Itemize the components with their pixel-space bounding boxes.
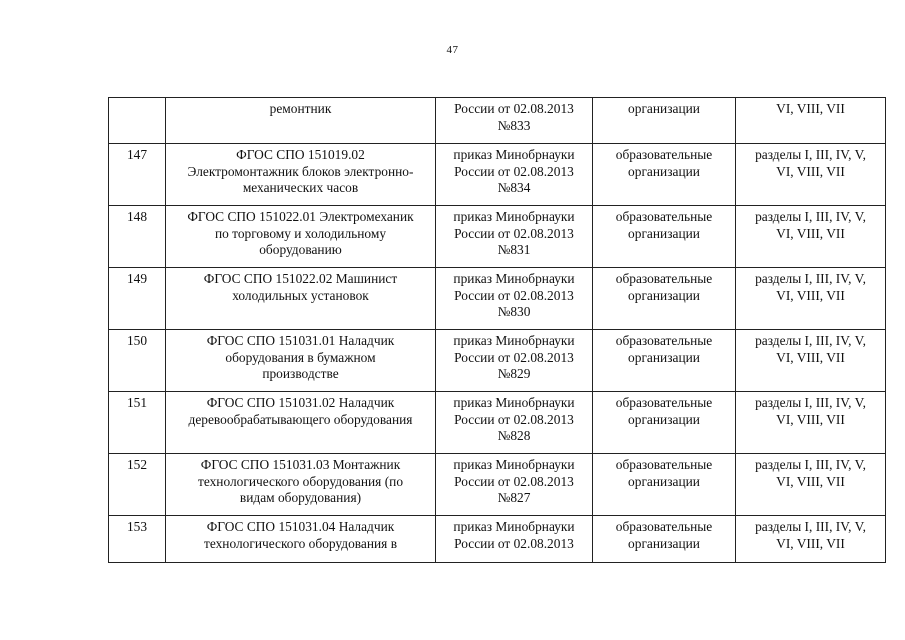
- table-row: [109, 268, 886, 330]
- standard-name-cell: ФГОС СПО 151031.02 Наладчик деревообрабатывающего оборудования: [166, 392, 436, 454]
- standards-table: [108, 97, 886, 563]
- row-number-cell: 150: [109, 330, 166, 392]
- organization-cell: образовательные организации: [593, 268, 736, 330]
- order-cell: приказ Минобрнауки России от 02.08.2013 №834: [436, 144, 593, 206]
- table-row: [109, 144, 886, 206]
- row-number-cell: 153: [109, 516, 166, 563]
- row-number-cell: 148: [109, 206, 166, 268]
- order-cell: приказ Минобрнауки России от 02.08.2013 №827: [436, 454, 593, 516]
- sections-cell: разделы I, III, IV, V, VI, VIII, VII: [736, 206, 886, 268]
- table-row: [109, 330, 886, 392]
- standard-name-cell: ФГОС СПО 151031.03 Монтажник технологического оборудования (по видам оборудования): [166, 454, 436, 516]
- row-number-cell: 149: [109, 268, 166, 330]
- standard-name-cell: ФГОС СПО 151031.04 Наладчик технологического оборудования в: [166, 516, 436, 563]
- order-cell: приказ Минобрнауки России от 02.08.2013 №829: [436, 330, 593, 392]
- sections-cell: разделы I, III, IV, V, VI, VIII, VII: [736, 330, 886, 392]
- order-cell: приказ Минобрнауки России от 02.08.2013 №831: [436, 206, 593, 268]
- standard-name-cell: ФГОС СПО 151022.02 Машинист холодильных установок: [166, 268, 436, 330]
- standard-name-cell: ФГОС СПО 151019.02 Электромонтажник блоков электронно- механических часов: [166, 144, 436, 206]
- table-row: [109, 454, 886, 516]
- organization-cell: образовательные организации: [593, 454, 736, 516]
- table-row: [109, 516, 886, 563]
- sections-cell: разделы I, III, IV, V, VI, VIII, VII: [736, 516, 886, 563]
- page-number: 47: [446, 44, 459, 56]
- sections-cell: разделы I, III, IV, V, VI, VIII, VII: [736, 392, 886, 454]
- organization-cell: образовательные организации: [593, 330, 736, 392]
- sections-cell: разделы I, III, IV, V, VI, VIII, VII: [736, 454, 886, 516]
- organization-cell: образовательные организации: [593, 392, 736, 454]
- organization-cell: образовательные организации: [593, 206, 736, 268]
- table-row: [109, 206, 886, 268]
- table-row: [109, 392, 886, 454]
- row-number-cell: [109, 98, 166, 144]
- sections-cell: VI, VIII, VII: [736, 98, 886, 144]
- standard-name-cell: ремонтник: [166, 98, 436, 144]
- order-cell: приказ Минобрнауки России от 02.08.2013 №828: [436, 392, 593, 454]
- standard-name-cell: ФГОС СПО 151031.01 Наладчик оборудования в бумажном производстве: [166, 330, 436, 392]
- standard-name-cell: ФГОС СПО 151022.01 Электромеханик по торговому и холодильному оборудованию: [166, 206, 436, 268]
- sections-cell: разделы I, III, IV, V, VI, VIII, VII: [736, 268, 886, 330]
- row-number-cell: 151: [109, 392, 166, 454]
- order-cell: России от 02.08.2013 №833: [436, 98, 593, 144]
- organization-cell: образовательные организации: [593, 516, 736, 563]
- table-row: [109, 98, 886, 144]
- row-number-cell: 147: [109, 144, 166, 206]
- order-cell: приказ Минобрнауки России от 02.08.2013: [436, 516, 593, 563]
- organization-cell: образовательные организации: [593, 144, 736, 206]
- order-cell: приказ Минобрнауки России от 02.08.2013 №830: [436, 268, 593, 330]
- organization-cell: организации: [593, 98, 736, 144]
- row-number-cell: 152: [109, 454, 166, 516]
- sections-cell: разделы I, III, IV, V, VI, VIII, VII: [736, 144, 886, 206]
